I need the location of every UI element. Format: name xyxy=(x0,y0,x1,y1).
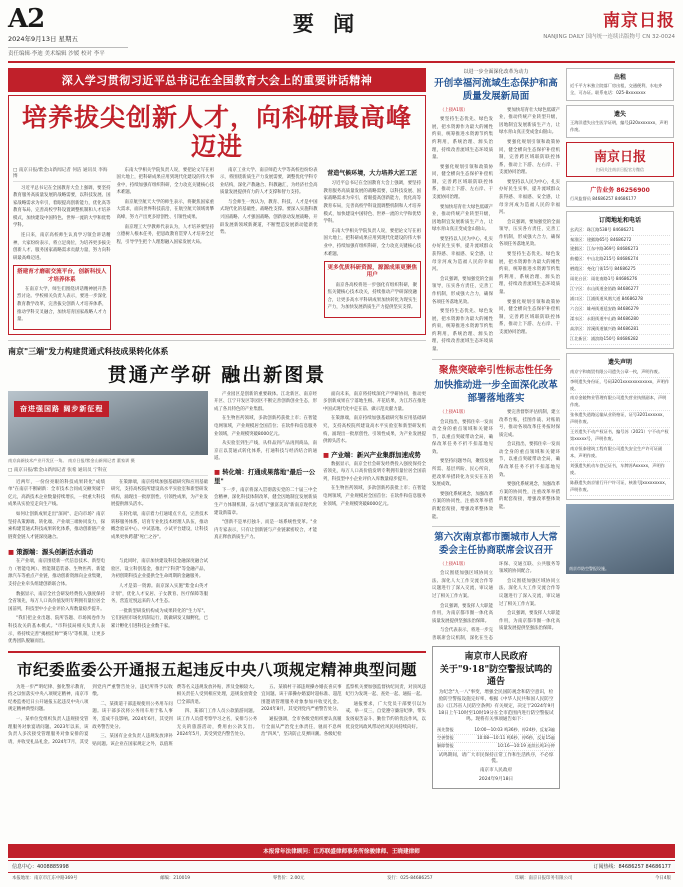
nameplate-block xyxy=(525,6,675,40)
notice-schedule xyxy=(437,727,555,750)
story2-kicker: 南京"三端"发力构建贯通式科技成果转化体系 xyxy=(8,346,169,356)
mid1-headline: 开创幸福河流域生态保护和高质量发展新局面 xyxy=(434,78,558,102)
lead-byline: □ 南京日报/紫金山新闻记者 何洁 通讯员 李海博 xyxy=(13,167,111,182)
list-item: 李明遗失身份证，号码3201xxxxxxxxxxxx，声明作废。 xyxy=(570,378,670,395)
divider-mid-1 xyxy=(432,359,560,360)
schedule-row xyxy=(437,727,555,735)
nameplate-subtitle: NANJING DAILY 国内统一连续出版物号 CN 32-0024 xyxy=(543,34,675,40)
ad-contact-title: 广告业务 86256900 xyxy=(590,186,650,194)
mid-story-1 xyxy=(432,68,560,354)
story2-subhead-2: ■ 转化端：打通成果落地"最后一公里" xyxy=(214,467,316,485)
schedule-time: 10:08—10:11 鸣6秒、停6秒，反复15遍 xyxy=(477,735,555,741)
nameplate: 南京日报 xyxy=(603,11,675,31)
subscription-title: 订阅地址和电话 xyxy=(598,216,641,224)
distribution: 发行：025-84686257 xyxy=(387,876,433,881)
list-item: 建邺区：江东中路369号 84686273 xyxy=(570,245,670,255)
lead-text-4: 习近平总书记在全国教育大会上强调，要坚持教育服务高质量发展的战略需要，以科技发展、国家战略需求为牵引，着眼提高创新能力，优化高等教育布局，完善高校学科设置调整机制和人才培养模式，加快建设中国特色、世界一流的大学和优势学科。 东南大学相关学院负责人说，要把论文写在祖国大地上，把科研成果应用到现代化建设的伟大事业中，持续加强有组织科研，全力攻克关键核心技术难题。 xyxy=(323,181,421,257)
lost-notices-title: 遗失声明 xyxy=(607,358,632,366)
list-item: 高淳区：淳溪街道镇兴路 84686281 xyxy=(570,325,670,335)
bullet-icon: ■ xyxy=(8,548,15,557)
lead-redbox: 搭建育才磨砺交流平台，创新科技人才培养体系 在南京大学，师生们围绕讲话精神展开热烈讨论。学校相关负责人表示，要进一步深化教育教学改革，完善拔尖创新人才培养体系，推动学科交叉融合，加快培育国家战略人才力量。 xyxy=(13,265,111,329)
main-column xyxy=(8,68,426,789)
page-number: A2 xyxy=(8,4,45,34)
mid1-kicker: 以进一步全面深化改革为动力 xyxy=(463,69,529,75)
mid-story-2 xyxy=(432,365,560,522)
ad-lost-label: 遗失 xyxy=(613,110,626,118)
bullet-icon-3: ■ xyxy=(323,450,330,459)
story3-text: 为进一步严明纪律、强化警示教育，持之以恒落实中央八项规定精神，南京市纪委监委近日公开通报五起违反中央八项规定精神典型问题。 一、某单位党组织负责人违规接受管理服务对象宴请问题。2023年以来，该负责人多次接受管理服务对象安排的宴请，并收受礼品礼金。2024年7月，其受到党内严重警告处分，违纪所得予以收缴。 二、某街道干部违规使用公务用车问题。该干部多次将公务用车用于私人事务，造成不良影响。2024年6月，其受到政务警告处分。 三、某国有企业负责人违规发放津补贴问题。该企业在国家规定之外，以值班费等名义违规发放补贴，涉及金额较大。相关责任人受到相应处理，违规发放资金已全部清退。 四、某部门工作人员公款旅游问题。该工作人员借考察学习之名，安排与公务无关的旅游活动，费用由公款支出。2024年5月，其受到党内警告处分。 五、某镇村干部违规操办婚丧喜庆事宜问题。该干部操办婚宴时超标准、超范围邀请管理服务对象参加并收受礼金。2024年8月，其受到党内严重警告处分。 通报强调，全市各级党组织要认真履行全面从严治党主体责任，驰而不息纠治"四风"，坚决防止反弹回潮。各级纪检监察机关要加强监督执纪问责，对顶风违纪行为发现一起、查处一起、通报一起。 通报要求，广大党员干部要引以为戒、举一反三，自觉遵守廉洁纪律，带头发扬艰苦奋斗、勤俭节约的优良作风，以优良党风政风带动社风民风持续向好。 xyxy=(8,684,426,747)
list-item: 六合区：雄州街道延安路 84686279 xyxy=(570,305,670,315)
schedule-label: 空袭警报 xyxy=(437,735,454,741)
government-notice xyxy=(432,646,560,789)
story2-subhead-3: ■ 产业端：新兴产业集群加速成势 xyxy=(323,450,421,459)
notice-signature: 南京市人民政府 xyxy=(479,768,513,774)
lead-redbox-title: 搭建育才磨砺交流平台，创新科技人才培养体系 xyxy=(17,269,107,283)
notice-body: 为纪念"九一八"事变，增强全民国防观念和防空意识，检验防空警报设施完好率，根据《中华人民共和国人民防空法》《江苏省人民防空条例》有关规定，决定于2024年9月18日上午10时至10时19分在全市范围内进行防空警报试鸣。现将有关事项通告如下： xyxy=(437,689,555,723)
legal-counsel: 本报常年法律顾问：江苏联盛律师事务所徐骏律师、王晓建律师 xyxy=(8,844,675,858)
notice-title-1: 南京市人民政府 xyxy=(464,652,528,663)
story2-text-f: 数据显示，南京全社会研发经费投入强度保持全省领先，每万人口高价值发明专利拥有量位居全国前列，科技型中小企业评价入库数量稳步提升。 在生物医药领域，多款创新药获批上市；在智能电网领域，产业规模居全国首位；在软件和信息服务业领域，产业规模突破8000亿元。 xyxy=(323,461,426,507)
postcode: 邮编：210019 xyxy=(160,876,191,881)
editor-credits: 责任编辑·李迪 美术编辑 沙媛 校对 李平 xyxy=(8,47,128,58)
address: 本报地址：南京市江东中路369号 xyxy=(12,876,78,881)
right-column xyxy=(566,68,674,789)
ad-rent-label: 出租 xyxy=(613,74,626,81)
story3-headline: 市纪委监委公开通报五起违反中央八项规定精神典型问题 xyxy=(16,659,417,679)
bullet-icon-2: ■ xyxy=(214,467,221,476)
lead-redbox-2-title: 更多优质科研资源，源源成果更聚焦用户 xyxy=(327,265,418,279)
mid-story-3 xyxy=(432,532,560,642)
list-item: 南京金陵物业管理有限公司遗失营业执照副本，声明作废。 xyxy=(570,394,670,411)
dateline: 2024年9月13日 星期五 xyxy=(8,35,79,43)
lead-redbox-2: 更多优质科研资源，源源成果更聚焦用户 南京各高校将进一步强化有组织科研，聚焦关键核心技术攻关，持续推动产学研深度融合，让更多高水平科研成果加快转化为现实生产力，为加快发展新质生产力提供坚实支撑。 xyxy=(324,261,422,318)
story2-subhead-1: ■ 策源端：源头创新活水涌动 xyxy=(8,548,93,557)
divider-mid-2 xyxy=(432,526,560,527)
schedule-row xyxy=(437,743,555,751)
printer: 印刷：南京日报印务有限公司 xyxy=(515,876,573,881)
mid3-text: （上接A1版） 会议围绕加强区域协同立法、深化人大工作交流合作等议题进行了深入交流，审议通过了相关工作方案。 会议强调，要发挥人大职能作用，为南京都市圈一体化高质量发展提供坚强法治保障。 与会代表表示，将进一步完善联席会议机制，深化在生态环保、交通互联、公共服务等领域的协同配合。 会议围绕加强区域协同立法、深化人大工作交流合作等议题进行了深入交流，审议通过了相关工作方案。 会议强调，要发挥人大职能作用，为南京都市圈一体化高质量发展提供坚强法治保障。 xyxy=(432,561,560,641)
schedule-label: 解除警报 xyxy=(437,742,454,748)
notice-date: 2024年9月18日 xyxy=(478,777,514,783)
mid2-text: （上接A1版） 会议指出，要抓住牵一发而动全身的重点领域和关键环节，以重点突破带动全局，确保改革任务不折不扣落地见效。 要坚持问题导向，聚焦发展所需、基层所盼、民心所向，把改革举措转化为实实在在的发展成效。 要强化系统观念，加强改革方案的协同性，注重改革举措的配套衔接，增强改革整体效能。 要完善督察评估机制，建立改革台账，挂图作战、对账销号，推动各项改革任务按时保质完成。 会议指出，要抓住牵一发而动全身的重点领域和关键环节，以重点突破带动全局，确保改革任务不折不扣落地见效。 要强化系统观念，加强改革方案的协同性，注重改革举措的配套衔接，增强改革整体效能。 xyxy=(432,409,560,520)
list-item: 刘强遗失机动车登记证书，车牌苏Axxxxx，声明作废。 xyxy=(570,462,670,479)
ad-rent-text: 近千平方米独立院落厂房出租，交通便利，水电齐全，可办证。联系电话：025-8xxxxxxx xyxy=(570,83,663,95)
mid3-headline: 第六次南京都市圈城市人大常委会主任协商联席会议召开 xyxy=(434,532,558,556)
mid1-text: （上接A1版） 要坚持生态优先、绿色发展，把水资源作为最大的刚性约束，统筹推进水资源节约集约利用，系统治理、源头治理，持续改善流域生态环境质量。 要强化规划引领和政策协同，健全横向生态保护补偿机制，完善跨区域联防联控体系，推动上下游、左右岸、干支流协同治理。 要加快培育壮大绿色低碳产业，推动传统产业转型升级，因地制宜发展新质生产力，让绿水青山真正变成金山银山。 要坚持以人民为中心，扎实办好民生实事，提升流域群众获得感、幸福感、安全感，让母亲河成为造福人民的幸福河。 会议强调，要加强党的全面领导，压实各方责任，完善工作机制，形成强大合力，确保各项任务落地见效。 要坚持生态优先、绿色发展，把水资源作为最大的刚性约束，统筹推进水资源节约集约利用，系统治理、源头治理，持续改善流域生态环境质量。 要加快培育壮大绿色低碳产业，推动传统产业转型升级，因地制宜发展新质生产力，让绿水青山真正变成金山银山。 要强化规划引领和政策协同，健全横向生态保护补偿机制，完善跨区域联防联控体系，推动上下游、左右岸、干支流协同治理。 要坚持以人民为中心，扎实办好民生实事，提升流域群众获得感、幸福感、安全感，让母亲河成为造福人民的幸福河。 会议强调，要加强党的全面领导，压实各方责任，完善工作机制，形成强大合力，确保各项任务落地见效。 要坚持生态优先、绿色发展，把水资源作为最大的刚性约束，统筹推进水资源节约集约利用，系统治理、源头治理，持续改善流域生态环境质量。 要强化规划引领和政策协同，健全横向生态保护补偿机制，完善跨区域联防联控体系，推动上下游、左右岸、干支流协同治理。 xyxy=(432,107,560,352)
story2-text-c: 产业园区是创新的重要载体。江北新区、南京经开区、江宁开发区等园区不断完善创新创业生态，形成了各具特色的产业集群。 在生物医药领域，多款创新药获批上市；在智能电网领域，产业规模居全国首位；在软件和信息服务业领域，产业规模突破8000亿元。 从实验室到生产线，从样品到产品再到商品，南京正以贯通式转化体系，打通科技与经济结合的通道。 xyxy=(214,391,317,462)
list-item: 雨花台区：雨花南路1号 84686276 xyxy=(570,275,670,285)
lead-text-1: 习近平总书记在全国教育大会上强调，要坚持教育服务高质量发展的战略需要，以科技发展、国家战略需求为牵引，着眼提高创新能力，优化高等教育布局，完善高校学科设置调整机制和人才培养模式，加快建设中国特色、世界一流的大学和优势学科。 连日来，南京高校师生认真学习领会讲话精神，大家纷纷表示，将立足岗位，为培养更多拔尖创新人才、服务国家战略需求贡献力量，努力向科研最高峰迈进。 xyxy=(13,185,111,261)
divider xyxy=(8,340,426,341)
list-item: 王芳遗失不动产权证书，编号苏（2021）宁不动产权第xxxxx号，声明作废。 xyxy=(570,428,670,445)
schedule-time: 10:00—10:03 鸣36秒、停24秒，反复3遍 xyxy=(474,727,555,733)
list-item: 秦淮区：建邺路65号 84686272 xyxy=(570,236,670,246)
schedule-row xyxy=(437,735,555,743)
lead-banner: 深入学习贯彻习近平总书记在全国教育大会上的重要讲话精神 xyxy=(8,68,426,92)
story2-text-e: 面向未来，南京将持续深化产学研协同，推动更多创新成果在宁落地生根、开花结果，为江苏在推进中国式现代化中走在前、做示范贡献力量。 在策源端，南京持续加强基础研究和应用基础研究，支持高校院所建设高水平实验室和新型研发机构，涌现出一批原创性、引领性成果，为产业发展提供源头活水。 xyxy=(323,391,426,445)
lead-headline: 培养拔尖创新人才，向科研最高峰迈进 xyxy=(21,103,412,161)
subscription-list xyxy=(570,226,670,345)
ad-lost-text: 王海洋遗失出生医学证明，编号J320xxxxxxx，声明作废。 xyxy=(570,119,668,132)
lead-subhead-right: 营造气候环境，大力培养大匠工匠 xyxy=(327,169,418,177)
footer-contacts xyxy=(8,860,675,873)
lead-text-3: 南京工业大学、南京师范大学等高校也纷纷表示，将围绕新质生产力发展需要，调整优化学科专业结构，深化产教融合、科教融汇，为经济社会高质量发展提供有力的人才支撑和智力支持。 与会师生一致认为，教育、科技、人才是中国式现代化的基础性、战略性支撑。要深入实施科教兴国战略、人才强国战略、创新驱动发展战略，开辟发展新领域新赛道，不断塑造发展新动能新优势。 xyxy=(220,167,318,236)
list-item: 溧水区：永阳街道中山路 84686280 xyxy=(570,315,670,325)
schedule-label: 预先警报 xyxy=(437,727,454,733)
story2-photo xyxy=(8,391,208,455)
subscription-directory[interactable] xyxy=(566,211,674,349)
list-item: 浦口区：江浦街道凤凰大道 84686278 xyxy=(570,295,670,305)
notice-footnote: 试鸣期间，请广大市民保持正常工作和生活秩序，不必惊慌。 xyxy=(438,752,554,765)
nameplate-mini-sub: 扫码关注南京日报官方微信 xyxy=(596,166,644,172)
info-center[interactable]: 信息中心：4008885998 xyxy=(12,864,69,870)
ad-rent[interactable] xyxy=(566,68,674,101)
story2-byline: □ 南京日报/紫金山新闻记者 张希 通讯员 宁科宣 xyxy=(8,467,208,476)
lost-notices-list xyxy=(570,368,670,496)
list-item: 南京恒泰建筑工程有限公司遗失安全生产许可证副本，声明作废。 xyxy=(570,445,670,462)
notice-photo xyxy=(566,504,674,574)
photo-plaque: 奋进强国路 阔步新征程 xyxy=(14,401,109,417)
footer-imprint xyxy=(8,873,675,883)
list-item: 南京宁和商贸有限公司遗失公章一枚，声明作废。 xyxy=(570,368,670,378)
nameplate-mini xyxy=(566,142,674,177)
mid3-jump-tag: （上接A1版） xyxy=(440,561,468,567)
story2-headline: 贯通产学研 融出新图景 xyxy=(107,363,327,386)
list-item: 鼓楼区：中山北路215号 84686274 xyxy=(570,255,670,265)
page-body xyxy=(8,68,675,789)
mid2-headline: 加快推动进一步全面深化改革部署落地落实 xyxy=(434,380,558,405)
list-item: 江宁区：东山街道金箔路 84686277 xyxy=(570,285,670,295)
page-footer xyxy=(8,844,675,883)
mid2-kicker: 聚焦突破牵引性标志性任务 xyxy=(438,364,553,376)
list-item: 玄武区：珠江路538号 84686271 xyxy=(570,226,670,236)
page-count: 今日4版 xyxy=(655,876,671,881)
notice-title-2: 关于"9·18"防空警报试鸣的通告 xyxy=(439,664,553,687)
story2-text-d: 下一步，南京将深入贯彻落实党的二十届三中全会精神，深化科技体制改革，健全因地制宜发展新质生产力体制机制，奋力谱写"强富美高"新南京现代化建设新篇章。 "创新不是单打独斗，而是一场系统性变革。"业内专家表示，只有让创新链与产业链紧密咬合，才能真正释放新质生产力。 xyxy=(214,487,317,541)
lead-story xyxy=(8,95,426,335)
mid2-jump-tag: （上接A1版） xyxy=(440,409,468,415)
section-title: 要 闻 xyxy=(292,11,361,36)
subscribe-hotline[interactable]: 订阅热线：84686257 84686177 xyxy=(593,864,671,870)
nameplate-mini-title: 南京日报 xyxy=(593,149,646,165)
story2-text-a: 近两年，一份份亮眼的科技成果转化"成绩单"在南京不断刷新：全市技术合同成交额突破千亿元，高新技术企业数量持续增长，一批重大科技成果从实验室走向生产线。 如何让创新成果走出"深闺"、走向市场？南京坚持从策源端、转化端、产业端三端协同发力，探索构建贯通式科技成果转化体系，推动创新链产业链资金链人才链深度融合。 在策源端，南京持续加强基础研究和应用基础研究，支持高校院所建设高水平实验室和新型研发机构，涌现出一批原创性、引领性成果，为产业发展提供源头活水。 在转化端，南京着力打通堵点卡点，完善技术转移服务体系，培育专业化技术经理人队伍，推动概念验证中心、中试基地、小试平台建设，让科技成果更快跨越"死亡之谷"。 xyxy=(8,479,208,540)
ad-contact-sub: 行风监督员 84686257 84686177 xyxy=(570,195,637,201)
lead-text-2: 东南大学相关学院负责人说，要把论文写在祖国大地上，把科研成果应用到现代化建设的伟大事业中，持续加强有组织科研，全力攻克关键核心技术难题。 南京航空航天大学的师生表示，将聚焦国家重大需求，面向世界科技前沿，在航空航天领域勇攀高峰，努力产出更多原创性、引领性成果。 南京理工大学教师代表认为，人才培养要坚持立德树人根本任务，把思政教育贯穿人才培养全过程，引导学生把个人理想融入国家发展大局。 xyxy=(116,167,214,245)
ad-contact[interactable] xyxy=(566,181,674,207)
list-item: 陈静遗失南京银行开户许可证，核准号Jxxxxxxxxx，声明作废。 xyxy=(570,479,670,496)
list-item: 江北新区：浦滨路150号 84686282 xyxy=(570,335,670,345)
ad-lost[interactable] xyxy=(566,105,674,138)
masthead xyxy=(8,6,675,63)
folio xyxy=(8,6,128,58)
story-discipline-report xyxy=(8,658,426,749)
section-header xyxy=(128,6,525,38)
divider-red xyxy=(8,651,426,653)
middle-column xyxy=(432,68,560,789)
schedule-time: 10:16—10:19 连续长鸣3分钟 xyxy=(497,742,555,748)
mid1-jump-tag: （上接A1版） xyxy=(440,107,468,113)
price: 零售价：2.00元 xyxy=(272,876,305,881)
lost-notices[interactable] xyxy=(566,353,674,500)
story2-photo-caption: 南京高新技术产业开发区一角。 南京日报/紫金山新闻记者 董家训 摄 xyxy=(8,457,135,463)
story-production-research xyxy=(8,346,426,646)
list-item: 张伟遗失道路运输从业资格证，证号3201xxxxxx，声明作废。 xyxy=(570,411,670,428)
story2-text-b: 在产业端，南京围绕新一代信息技术、新型电力（智能电网）、智能制造装备、生物医药、新能源汽车等重点产业链，推动创新资源向企业集聚，支持企业牵头组建创新联合体。 数据显示，南京全社会研发经费投入强度保持全省领先，每万人口高价值发明专利拥有量位居全国前列，科技型中小企业评价入库数量稳步提升。 "我们把企业出题、院所答题、市场阅卷作为科技攻关的基本模式。"市科技局相关负责人表示，将持续完善"揭榜挂帅""赛马"等机制，让更多优秀团队脱颖而出。 与此同时，南京加快建设科技金融深度融合试验区，设立科创基金，推出"宁科贷"等金融产品，为初创期科技企业提供全生命周期的金融服务。 人才是第一资源。南京深入实施"紫金山英才计划"，优化人才安居、子女教育、医疗保障等服务，营造近悦远来的人才生态。 一批新型研发机构成为成果转化的"生力军"。它们按照市场化机制运行，既做研发又做孵化，已累计孵化引进科技企业数千家。 xyxy=(8,559,208,645)
notice-photo-caption: 南京市防空警报设施。 xyxy=(569,565,609,571)
list-item: 栖霞区：尧化门街15号 84686275 xyxy=(570,265,670,275)
